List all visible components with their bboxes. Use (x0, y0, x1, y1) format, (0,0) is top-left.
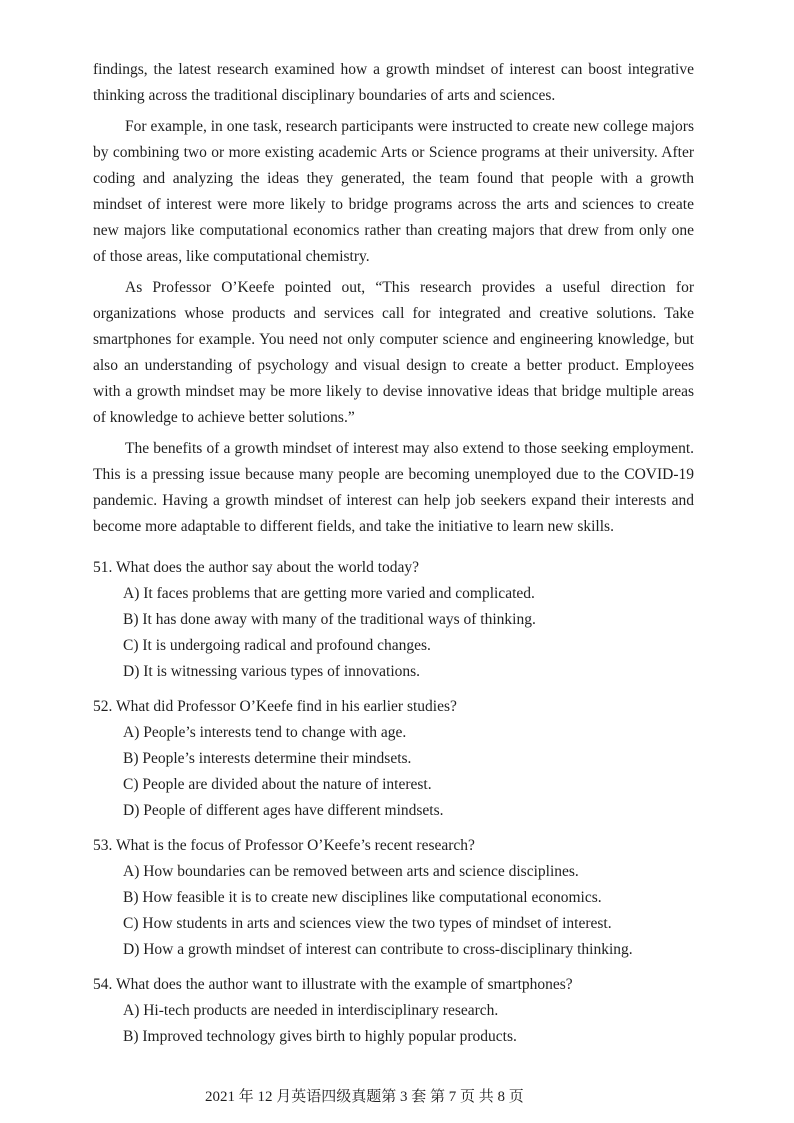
option-label: D) (123, 802, 140, 819)
question-53-text: What is the focus of Professor O’Keefe’s recent research? (115, 837, 475, 854)
question-52-text: What did Professor O’Keefe find in his earlier studies? (115, 698, 457, 715)
question-52-option-b (93, 746, 694, 772)
option-text: People’s interests determine their mindsets. (142, 750, 412, 767)
question-54-text: What does the author want to illustrate with the example of smartphones? (115, 976, 573, 993)
question-53-option-c (93, 911, 694, 937)
question-53-option-b (93, 885, 694, 911)
option-label: D) (123, 663, 140, 680)
passage-paragraph-2: For example, in one task, research participants were instructed to create new college majors by combining two or more existing academic Arts or Science programs at their university. After coding and analyzing the ideas they generated, the team found that people with a growth mindset of interest were more likely to bridge programs across the arts and sciences to create new majors like computational economics rather than creating majors that drew from only one of those areas, like computational chemistry. (93, 118, 694, 265)
option-label: C) (123, 776, 139, 793)
question-52-option-d (93, 798, 694, 824)
option-label: A) (123, 585, 140, 602)
option-text: Hi-tech products are needed in interdisciplinary research. (143, 1002, 499, 1019)
questions-section (93, 555, 694, 1050)
page-footer: 2021 年 12 月英语四级真题第 3 套 第 7 页 共 8 页 (205, 1089, 524, 1105)
option-text: Improved technology gives birth to highly popular products. (142, 1028, 517, 1045)
question-52-stem (93, 694, 694, 720)
option-label: A) (123, 1002, 140, 1019)
question-52-option-a (93, 720, 694, 746)
option-label: A) (123, 724, 140, 741)
question-52 (93, 694, 694, 824)
option-text: How students in arts and sciences view the two types of mindset of interest. (142, 915, 612, 932)
question-51-option-d (93, 659, 694, 685)
question-53-option-a (93, 859, 694, 885)
option-label: C) (123, 637, 139, 654)
question-51-text: What does the author say about the world today? (115, 559, 420, 576)
question-51-stem (93, 555, 694, 581)
question-53-option-d (93, 937, 694, 963)
question-54-stem (93, 972, 694, 998)
question-54-option-a (93, 998, 694, 1024)
question-51-option-b (93, 607, 694, 633)
question-52-number: 52. (93, 698, 113, 715)
passage-paragraph-4: The benefits of a growth mindset of interest may also extend to those seeking employment. This is a pressing issue because many people are becoming unemployed due to the COVID-19 pandemic. Having a growth mindset of interest can help job seekers expand their interests and become more adaptable to different fields, and take the initiative to learn new skills. (93, 440, 694, 535)
option-text: It has done away with many of the traditional ways of thinking. (142, 611, 536, 628)
option-text: People’s interests tend to change with age. (143, 724, 407, 741)
option-text: It is undergoing radical and profound changes. (142, 637, 431, 654)
option-label: A) (123, 863, 140, 880)
option-label: B) (123, 611, 139, 628)
option-text: People of different ages have different mindsets. (143, 802, 444, 819)
option-text: How feasible it is to create new disciplines like computational economics. (142, 889, 602, 906)
question-54-option-b (93, 1024, 694, 1050)
question-53-stem (93, 833, 694, 859)
option-text: People are divided about the nature of interest. (142, 776, 432, 793)
option-label: C) (123, 915, 139, 932)
option-text: It faces problems that are getting more varied and complicated. (143, 585, 535, 602)
option-text: How boundaries can be removed between arts and science disciplines. (143, 863, 579, 880)
question-54-number: 54. (93, 976, 113, 993)
passage-paragraph-1: findings, the latest research examined how a growth mindset of interest can boost integrative thinking across the traditional disciplinary boundaries of arts and sciences. (93, 61, 694, 104)
question-52-option-c (93, 772, 694, 798)
question-51 (93, 555, 694, 685)
question-53 (93, 833, 694, 963)
question-51-option-a (93, 581, 694, 607)
option-label: D) (123, 941, 140, 958)
passage-paragraph-3: As Professor O’Keefe pointed out, “This research provides a useful direction for organizations whose products and services call for integrated and creative solutions. Take smartphones for example. You need not only computer science and engineering knowledge, but also an understanding of psychology and visual design to create a better product. Employees with a growth mindset may be more likely to devise innovative ideas that bridge multiple areas of knowledge to achieve better solutions.” (93, 279, 694, 426)
option-label: B) (123, 750, 139, 767)
question-54 (93, 972, 694, 1050)
page-content (93, 57, 694, 1059)
question-51-option-c (93, 633, 694, 659)
question-51-number: 51. (93, 559, 113, 576)
option-text: How a growth mindset of interest can contribute to cross-disciplinary thinking. (143, 941, 633, 958)
option-text: It is witnessing various types of innovations. (143, 663, 421, 680)
option-label: B) (123, 889, 139, 906)
question-53-number: 53. (93, 837, 113, 854)
option-label: B) (123, 1028, 139, 1045)
